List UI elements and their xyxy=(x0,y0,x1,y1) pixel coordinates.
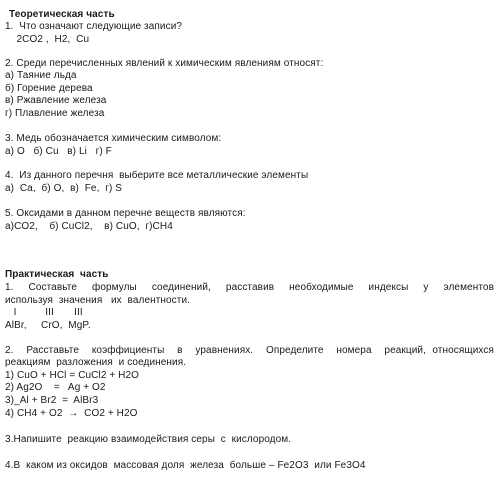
equation-1: 1) CuO + HCl = CuCl2 + H2O xyxy=(5,370,140,381)
question-5: 5. Оксидами в данном перечне веществ являются: xyxy=(5,208,246,219)
question-2-option-a: а) Таяние льда xyxy=(5,70,77,81)
question-5-options: а)CO2, б) CuCl2, в) CuO, г)CH4 xyxy=(5,221,173,232)
question-2: 2. Среди перечисленных явлений к химическим явлениям относят: xyxy=(5,58,324,69)
question-2-option-c: в) Ржавление железа xyxy=(5,95,107,106)
theory-heading: Теоретическая часть xyxy=(9,9,115,20)
equation-4: 4) CH4 + O2 → CO2 + H2O xyxy=(5,408,138,419)
question-4-options: а) Ca, б) O, в) Fe, г) S xyxy=(5,183,123,194)
practice-heading: Практическая часть xyxy=(5,269,109,280)
task-1-valences: I III III xyxy=(5,307,83,318)
question-3-options: а) O б) Cu в) Li г) F xyxy=(5,146,112,157)
task-1-continued: используя значения их валентности. xyxy=(5,295,191,306)
task-1: 1. Составьте формулы соединений, расставив необходимые индексы у элементов xyxy=(5,282,494,293)
task-2: 2. Расставьте коэффициенты в уравнениях. Определите номера реакций, относящихся xyxy=(5,345,494,356)
task-3: 3.Напишите реакцию взаимодействия серы с кислородом. xyxy=(5,434,292,445)
question-1: 1. Что означают следующие записи? xyxy=(5,21,183,32)
question-4: 4. Из данного перечня выберите все металлические элементы xyxy=(5,170,309,181)
question-2-option-d: г) Плавление железа xyxy=(5,108,105,119)
task-2-continued: реакциям разложения и соединения. xyxy=(5,357,187,368)
equation-3: 3)_Al + Br2 = AlBr3 xyxy=(5,395,99,406)
task-4: 4.В каком из оксидов массовая доля железа больше – Fe2O3 или Fe3O4 xyxy=(5,460,366,471)
question-2-option-b: б) Горение дерева xyxy=(5,83,93,94)
task-1-compounds: AlBr, CrO, MgP. xyxy=(5,320,91,331)
equation-2: 2) Ag2O = Ag + O2 xyxy=(5,382,106,393)
question-3: 3. Медь обозначается химическим символом: xyxy=(5,133,222,144)
question-1-notation: 2CO2 , H2, Cu xyxy=(5,34,90,45)
